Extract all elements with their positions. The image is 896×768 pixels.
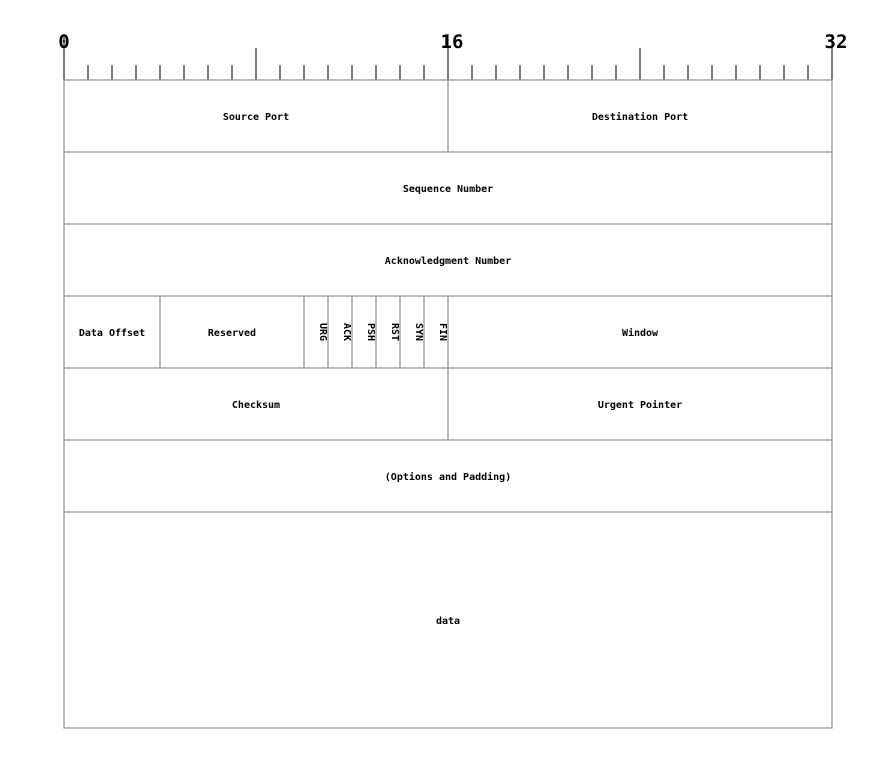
field-data-offset: Data Offset (78, 328, 146, 339)
field-acknowledgment-number: Acknowledgment Number (384, 256, 512, 267)
field-data: data (435, 616, 461, 627)
flag-rst: RST (389, 322, 400, 342)
flag-ack: ACK (341, 322, 352, 342)
ruler-label-mid: 16 (440, 31, 464, 53)
header-grid (64, 80, 832, 728)
field-destination-port: Destination Port (591, 112, 689, 123)
ruler-label-end: 32 (824, 31, 848, 53)
field-window: Window (621, 328, 659, 339)
bit-ruler (58, 31, 847, 80)
flag-fin: FIN (437, 322, 448, 342)
field-source-port: Source Port (222, 112, 290, 123)
field-urgent-pointer: Urgent Pointer (597, 400, 683, 411)
field-reserved: Reserved (207, 328, 257, 339)
field-sequence-number: Sequence Number (402, 184, 494, 195)
field-checksum: Checksum (231, 400, 281, 411)
flag-syn: SYN (413, 322, 424, 342)
field-options-and-padding: (Options and Padding) (384, 472, 512, 483)
field-labels (79, 111, 688, 627)
ruler-label-start: 0 (58, 31, 70, 53)
flag-psh: PSH (365, 322, 376, 342)
flag-urg: URG (317, 322, 328, 342)
